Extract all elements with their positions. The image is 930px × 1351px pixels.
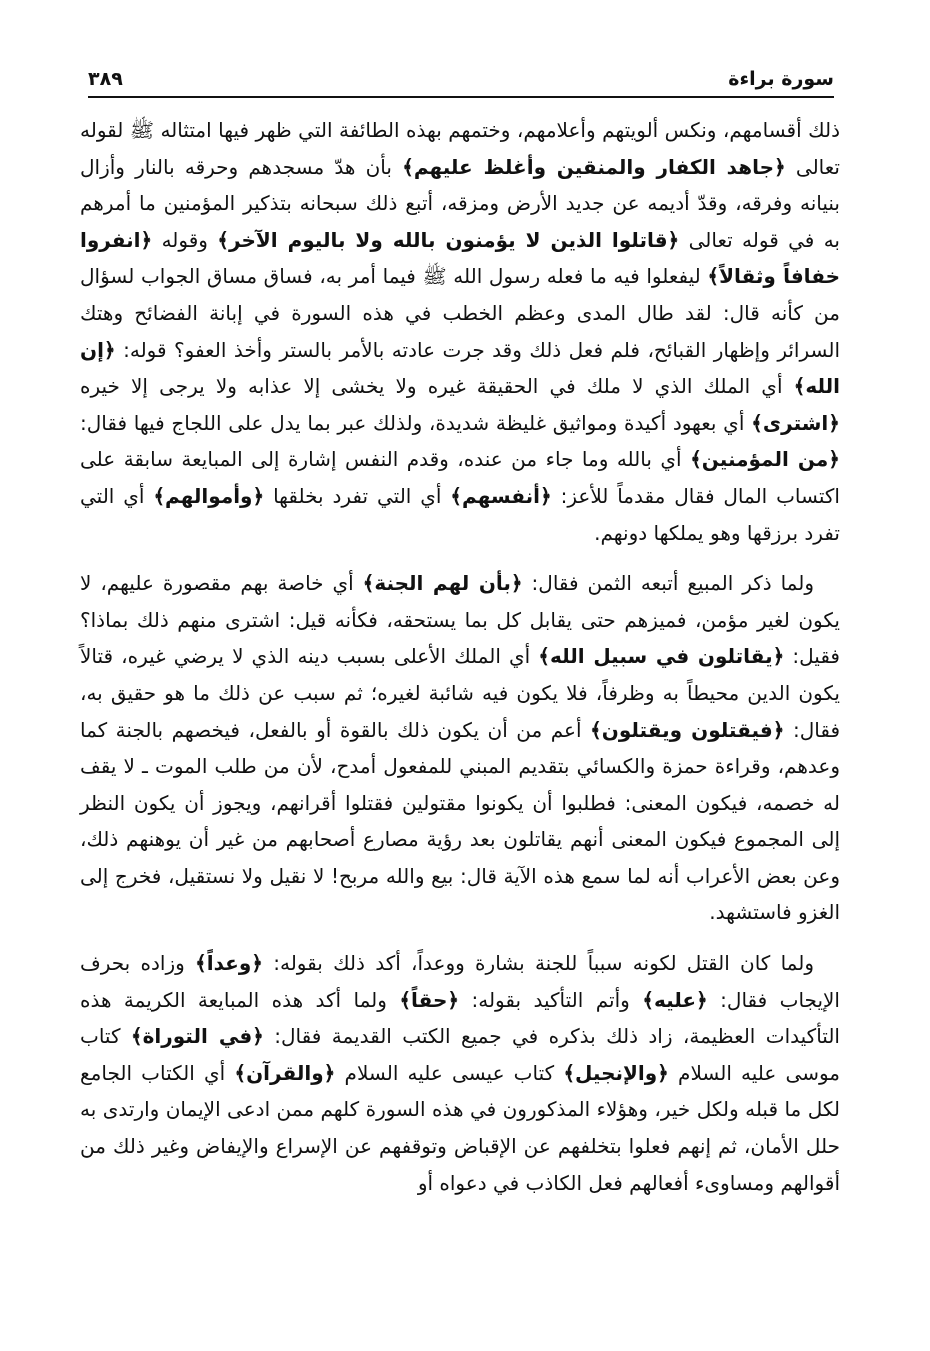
quran-quote: ﴿فيقتلون ويقتلون﴾ bbox=[590, 717, 785, 742]
quran-quote: ﴿عليه﴾ bbox=[642, 987, 708, 1012]
quran-quote: ﴿حقاً﴾ bbox=[399, 987, 460, 1012]
quran-quote: ﴿قاتلوا الذين لا يؤمنون بالله ولا باليوم الآخر﴾ bbox=[217, 227, 680, 252]
running-header bbox=[88, 66, 834, 98]
text-segment: أي التي تفرد برزقها وهو يملكها دونهم. bbox=[80, 483, 840, 545]
page-number: ٣٨٩ bbox=[88, 68, 123, 90]
quran-quote: ﴿وأموالهم﴾ bbox=[153, 483, 265, 508]
text-segment: كتاب عيسى عليه السلام bbox=[335, 1060, 564, 1085]
text-segment: أعم من أن يكون ذلك بالقوة أو بالفعل، فيخصهم بالجنة كما وعدهم، وقراءة حمزة والكسائي بتقديم المبني للمفعول أمدح، لأن من طلب الموت ـ لا يقف له خصمه، فيكون المعنى: فطلبوا أن يكونوا مقتولين فقتلوا أقرانهم، ويجوز أن يكون النظر إلى المجموع فيكون المعنى أنهم يقاتلون بعد رؤية مصارع أصحابهم من غير أن يوهنهم ذلك، وعن بعض الأعراب أنه لما سمع هذه الآية قال: بيع والله مربح! لا نقيل ولا نستقيل، فخرج إلى الغزو فاستشهد. bbox=[80, 717, 840, 925]
text-segment: أي خاصة بهم مقصورة عليهم، لا يكون لغير مؤمن، فميزهم حتى يقابل كل بما يستحقه، فكأنه قيل: اشترى منهم ذلك بماذا؟ فقيل: bbox=[80, 571, 840, 669]
text-segment: وزاده بحرف الإيجاب فقال: bbox=[80, 951, 840, 1012]
paragraph bbox=[80, 565, 840, 931]
quran-quote: ﴿انفروا خفافاً وثقالاً﴾ bbox=[80, 227, 841, 289]
paragraph bbox=[80, 112, 840, 551]
quran-quote: ﴿في التوراة﴾ bbox=[130, 1024, 264, 1049]
text-segment: أي الملك الذي لا ملك في الحقيقة غيره ولا يخشى إلا عذابه ولا يرجى إلا خيره bbox=[80, 374, 794, 399]
quran-quote: ﴿اشترى﴾ bbox=[751, 410, 840, 435]
text-segment: وأتم التأكيد بقوله: bbox=[459, 987, 643, 1012]
text-segment: أي بالله وما جاء من عنده، وقدم النفس إشارة إلى المبايعة سابقة على اكتساب المال فقال مقدماً للأعز: bbox=[80, 447, 840, 508]
quran-quote: ﴿جاهد الكفار والمنقين وأغلظ عليهم﴾ bbox=[402, 154, 786, 179]
quran-quote: ﴿بأن لهم الجنة﴾ bbox=[362, 571, 523, 596]
surah-title: سورة براءة bbox=[728, 68, 834, 90]
quran-quote: ﴿وعداً﴾ bbox=[195, 951, 263, 976]
text-segment: بأن هدّ مسجدهم وحرقه بالنار وأزال بنيانه وفرقه، وقدّ أديمه عن جديد الأرض ومزقه، أتبع ذلك سبحانه بتذكير المؤمنين ما أمرهم به في قوله تعالى bbox=[80, 154, 840, 252]
quran-quote: ﴿إن الله﴾ bbox=[80, 337, 840, 399]
text-segment: أي الكتاب الجامع لكل ما قبله ولكل خير، وهؤلاء المذكورون في هذه السورة كلهم ممن ادعى الإيمان وارتدى به حلل الأمان، ثم إنهم فعلوا بتخلفهم عن الإقباض وتوقفهم عن الإسراع والإيفاض وغير ذلك من أقوالهم ومساوىء أفعالهم فعل الكاذب في دعواه أو bbox=[80, 1060, 840, 1195]
quran-quote: ﴿والقرآن﴾ bbox=[234, 1060, 336, 1085]
text-segment: ليفعلوا فيه ما فعله رسول الله ﷺ فيما أمر به، فساق مساق الجواب لسؤال من كأنه قال: لقد طال المدى وعظم الخطب في هذه السورة في إبانة الفضائح وهتك السرائر وإظهار القبائح، فلم فعل ذلك وقد جرت عادته بالأمر بالستر وأخذ العفو؟ قوله: bbox=[80, 264, 840, 362]
paragraph bbox=[80, 945, 840, 1201]
text-segment: ولما أكد هذه المبايعة الكريمة هذه التأكيدات العظيمة، زاد ذلك بذكره في جميع الكتب القديمة فقال: bbox=[80, 987, 840, 1049]
text-segment: وقوله bbox=[152, 227, 218, 252]
text-body bbox=[80, 112, 840, 1215]
text-segment: أي بعهود أكيدة ومواثيق غليظة شديدة، ولذلك عبر بما يدل على اللجاج فيها فقال: bbox=[80, 410, 752, 435]
text-segment: ولما ذكر المبيع أتبعه الثمن فقال: bbox=[522, 571, 814, 596]
quran-quote: ﴿أنفسهم﴾ bbox=[450, 483, 552, 508]
text-segment: أي التي تفرد بخلقها bbox=[264, 483, 451, 508]
quran-quote: ﴿يقاتلون في سبيل الله﴾ bbox=[538, 644, 785, 669]
text-segment: كتاب موسى عليه السلام bbox=[80, 1024, 840, 1085]
quran-quote: ﴿والإنجيل﴾ bbox=[563, 1060, 669, 1085]
text-segment: ولما كان القتل لكونه سبباً للجنة بشارة ووعداً، أكد ذلك بقوله: bbox=[262, 951, 814, 976]
text-segment: أي الملك الأعلى بسبب دينه الذي لا يرضي غيره، قتالاً يكون الدين محيطاً به وظرفاً، فلا يكون فيه شائبة لغيره؛ ثم سبب عن ذلك ما هو حقيق به، فقال: bbox=[80, 644, 840, 742]
text-segment: ذلك أقسامهم، ونكس ألويتهم وأعلامهم، وختمهم بهذه الطائفة التي ظهر فيها امتثاله ﷺ لقوله تعالى bbox=[80, 118, 840, 179]
quran-quote: ﴿من المؤمنين﴾ bbox=[690, 447, 840, 472]
